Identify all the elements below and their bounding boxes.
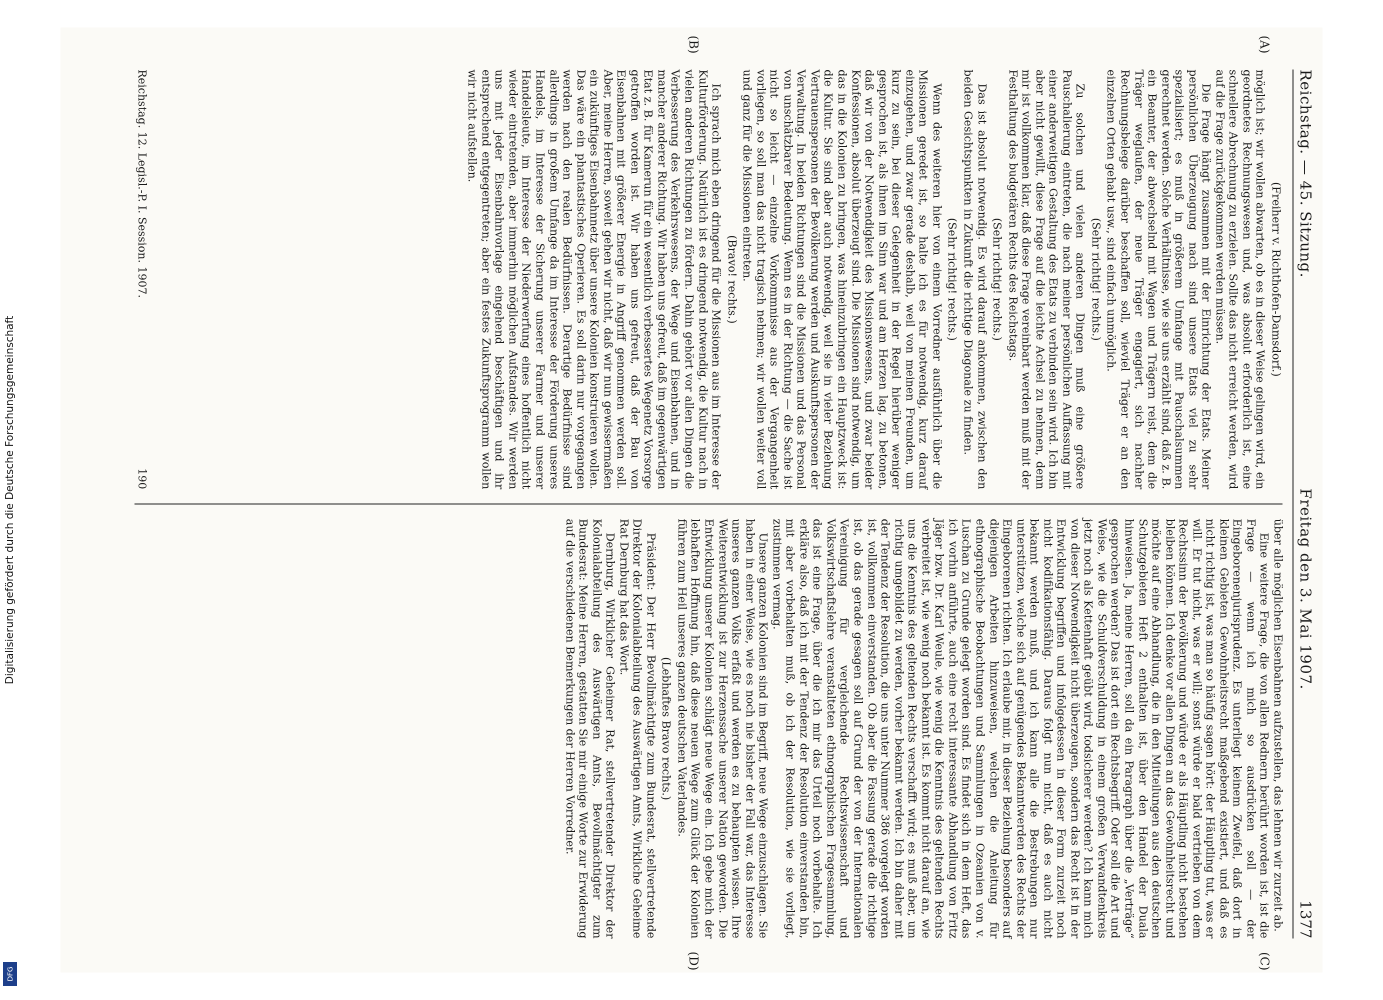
interjection: (Bravo! rechts.) xyxy=(725,235,739,324)
margin-marker-a: (A) xyxy=(1257,35,1272,54)
scanned-page xyxy=(61,28,1323,973)
margin-marker-d: (D) xyxy=(686,951,701,971)
margin-marker-c: (C) xyxy=(1257,951,1272,971)
paragraph: Unsere ganzen Kolonien sind im Begriff, neue Wege einzuschlagen. Sie haben in einer Weise, wie es noch nie bisher der Fall war, das Interesse unseres ganzen Volks erfaßt und werden es zu behaupten wissen. Ihre Weiterentwicklung ist zur Herzenssache unserer Nation geworden. Die Entwicklung unserer Kolonien schlägt neue Wege ein. Ich gebe mich der lebhaften Hoffnung hin, daß diese neuen Wege zum Glück der Kolonien führen zum Heil unseres ganzen deutschen Vaterlandes. xyxy=(675,518,770,939)
footer-sheet-number: 190 xyxy=(135,468,149,490)
footer-legislature: Reichstag. 12. Legisl.-P. I. Session. 1907. xyxy=(135,69,149,299)
paragraph: Das ist absolut notwendig. Es wird darauf ankommen, zwischen den beiden Gesichtspunkten in Zukunft die richtige Diagonale zu finden. xyxy=(961,69,989,490)
text-columns xyxy=(135,35,1285,971)
header-date: Freitag den 3. Mai 1907. xyxy=(1296,488,1315,690)
funding-text: Digitalisierung gefördert durch die Deutsche Forschungsgemeinschaft xyxy=(4,315,17,685)
interjection: (Sehr richtig! rechts.) xyxy=(990,217,1004,341)
paragraph: Ich sprach mich eben dringend für die Missionen aus im Interesse der Kulturförderung. Natürlich ist es dringend notwendig, die Kultur nach in vielen anderen Richtungen zu fördern. Dahin gehört vor allen Dingen die Verbesserung des Verkehrswesens, der Wege und Eisenbahnen, und in mancher anderer Richtung. Wir haben uns gefreut, daß im gegenwärtigen Etat z. B. für Kamerun für ein wesentlich verbessertes Wegenetz Vorsorge getroffen worden ist. Wir haben uns gefreut, daß der Bau von Eisenbahnen mit größerer Energie in Angriff genommen werden soll. Aber, meine Herren, soweit gehen wir nicht, daß wir nun gewissermaßen ein zukünftiges Eisenbahnnetz über unsere Kolonien konstruieren wollen. Das wäre ein phantastisches Operieren. Es soll darin nur vorgegangen werden nach den realen Bedürfnissen. Derartige Bedürfnisse sind allerdings in großem Umfange da im Interesse der Förderung unseres Handels, im Interesse der Sicherung unserer Farmer und unserer Handelsleute, im Interesse der Niederwerfung eines hoffentlich nicht wieder eintretenden, aber immerhin möglichen Aufstandes. Wir werden uns mit jeder Eisenbahnvorlage eingehend beschäftigen und ihr entsprechend entgegentreten; aber ein festes Zukunftsprogramm wollen wir nicht aufstellen. xyxy=(465,69,723,490)
interjection: (Sehr richtig! rechts.) xyxy=(1089,217,1103,341)
right-column xyxy=(135,505,1285,971)
header-session: Reichstag. — 45. Sitzung. xyxy=(1296,69,1315,278)
paragraph: Die Frage hängt zusammen mit der Einrichtung der Etats. Meiner persönlichen Überzeugung nach sind unsere Etats viel zu sehr spezialisiert; es muß in größerem Umfange mit Pauschalsummen gerechnet werden. Solche Verhältnisse, wie sie uns erzählt sind, daß z. B. ein Beamter, der abwechselnd mit Wagen und Trägern reist, dem die Träger weglaufen, der neue Träger engagiert, sich nachher Rechnungsbelege darüber beschaffen soll, wieviel Träger er an den einzelnen Orten gehabt usw., sind einfach unmöglich. xyxy=(1104,69,1213,490)
speaker-name: (Freiherr v. Richthofen-Damsdorf.) xyxy=(1269,181,1283,377)
margin-marker-b: (B) xyxy=(686,35,701,54)
paragraph: Wenn des weiteren hier von einem Vorredner ausführlich über die Missionen geredet ist, so halte ich es für notwendig, kurz darauf einzugehen, und zwar gerade deshalb, weil von meinen Freunden, um kurz zu sein, bei dieser Gelegenheit in der Regel hierüber weniger gesprochen ist, als ihnen im Sinn war und am Herzen lag, zu betonen, daß wir von der Notwendigkeit des Missionswesens, und zwar beider Konfessionen, absolut überzeugt sind. Die Missionen sind notwendig, um das in die Kolonien zu bringen, was hineinzubringen ein Hauptzweck ist: die Kultur. Sie sind aber auch notwendig, weil sie in vieler Beziehung Vertrauenspersonen der Bevölkerung werden und Auskunftspersonen der Verwaltung. In beiden Richtungen sind die Missionen und das Personal von unschätzbarer Bedeutung. Wenn es in der Richtung — die Sache ist nicht so leicht — einzelne Vorkommnisse aus der Vergangenheit vorliegen, so soll man das nicht tragisch nehmen; wir wollen weiter voll und ganz für die Missionen eintreten. xyxy=(740,69,944,490)
paragraph: möglich ist; wir wollen abwarten, ob es in dieser Weise gelingen wird, ein geordnetes Rechnungswesen und, was absolut erforderlich ist, eine schnellere Abrechnung zu erzielen. Sollte das nicht erreicht werden, wird auf die Frage zurückgekommen werden müssen. xyxy=(1213,69,1267,490)
dfg-logo-icon: DFG xyxy=(3,962,17,986)
speaker-dernburg: Dernburg, Wirklicher Geheimer Rat, stellvertretender Direktor der Kolonialabteilung des Auswärtigen Amts, Bevollmächtigter zum Bundesrat: Meine Herren, gestatten Sie mir einige Worte zur Erwiderung auf die verschiedenen Bemerkungen der Herren Vorredner. xyxy=(563,518,617,939)
president-remark: Präsident: Der Herr Bevollmächtigte zum Bundesrat, stellvertretende Direktor der Kolonialabteilung des Auswärtigen Amts, Wirkliche Geheime Rat Dernburg hat das Wort. xyxy=(617,518,658,939)
paragraph: Eine weitere Frage, die von allen Rednern berührt worden ist, ist die Frage — wenn ich mich so ausdrücken soll — der Eingeborenenjurisprudenz. Es unterliegt keinem Zweifel, daß dort in kleinen Gebieten Gewohnheitsrecht maßgebend existiert, und daß es nicht richtig ist, was man so häufig sagen hört: der Häuptling tut, was er will. Er tut nicht, was er will; sonst würde er bald vertrieben von dem Rechtssinn der Bevölkerung und würde er als Häuptling nicht bestehen bleiben können. Ich denke vor allen Dingen an das Gewohnheitsrecht und möchte auf eine Abhandlung, die in den Mitteilungen aus den deutschen Schutzgebieten Heft 2 enthalten ist, über den Handel der Duala hinweisen. Ja, meine Herren, soll da ein Paragraph über die „Verträge“ gesprochen werden? Das ist dort ein Rechtsbegriff. Oder soll die Art und Weise, wie die Schuldverschuldung in einem großen Verwandtenkreis jetzt noch als Kettenhaft geübt wird, todsicherer werden? Ich kann mich von dieser Notwendigkeit nicht überzeugen, sondern das Recht ist in der Entwicklung begriffen und infolgedessen in dieser Form zurzeit noch nicht kodifikationsfähig. Daraus folgt nun nicht, daß es auch nicht bekannt werden muß, und ich kann alle die Bestrebungen nur unterstützen, welche sich auf genügendes Bekanntwerden des Rechts der Eingeborenen richten. Ich erlaube mir, in dieser Beziehung besonders auf diejenigen Arbeiten hinzuweisen, welchen die Anleitung für ethnographische Beobachtungen und Sammlungen in Ozeanien von v. Luschan zu Grunde gelegt worden sind. Es findet sich in dem Heft, das ich vorhin anführte, auch eine recht interessante Abhandlung von Fritz Jäger bzw. Dr. Karl Weule, wie wenig die Kenntnis des geltenden Rechts verbreitet ist, wie wenig noch bekannt ist. Es kommt nicht darauf an, wie uns die Kenntnis des geltenden Rechts verschafft wird; es muß aber, um richtig umgebildet zu werden, vorher bekannt werden. Ich bin daher mit der Tendenz der Resolution, die uns unter Nummer 386 vorgelegt worden ist, vollkommen einverstanden. Ob aber die Fassung gerade die richtige ist, ob das gerade gesagen soll auf Grund der von der Internationalen Vereinigung für vergleichende Rechtswissenschaft und Volkswirtschaftslehre veranstalteten ethnographischen Fragesammlung, das ist eine Frage, über die ich mir das Urteil noch vorbehalte. Ich erkläre also, daß ich mit der Tendenz der Resolution einverstanden bin, mit aber vorbehalten muß, ob ich der Resolution, wie sie vorliegt, zustimmen vermag. xyxy=(770,518,1271,939)
left-column xyxy=(135,35,1285,504)
interjection: (Lebhaftes Bravo rechts.) xyxy=(659,657,673,801)
paragraph: über alle möglichen Eisenbahnen aufzustellen, das lehnen wir zurzeit ab. xyxy=(1271,518,1285,932)
header-page-number: 1377 xyxy=(1296,900,1315,939)
paragraph: Zu solchen und vielen anderen Dingen muß eine größere Pauschalierung eintreten, die nach meiner persönlichen Auffassung mit einer anderweitigen Gestaltung des Etats zu verbinden sein wird. Ich bin aber nicht gewillt, diese Frage auf die leichte Achsel zu nehmen, denn mir ist vollkommen klar, daß diese Frage vereinbart werden muß mit der Festhaltung des budgetären Rechts des Reichstags. xyxy=(1006,69,1087,490)
page-header xyxy=(1293,70,1315,939)
interjection: (Sehr richtig! rechts.) xyxy=(945,217,959,341)
sidebar-funding-note xyxy=(0,0,20,1000)
page-footer xyxy=(135,70,149,490)
